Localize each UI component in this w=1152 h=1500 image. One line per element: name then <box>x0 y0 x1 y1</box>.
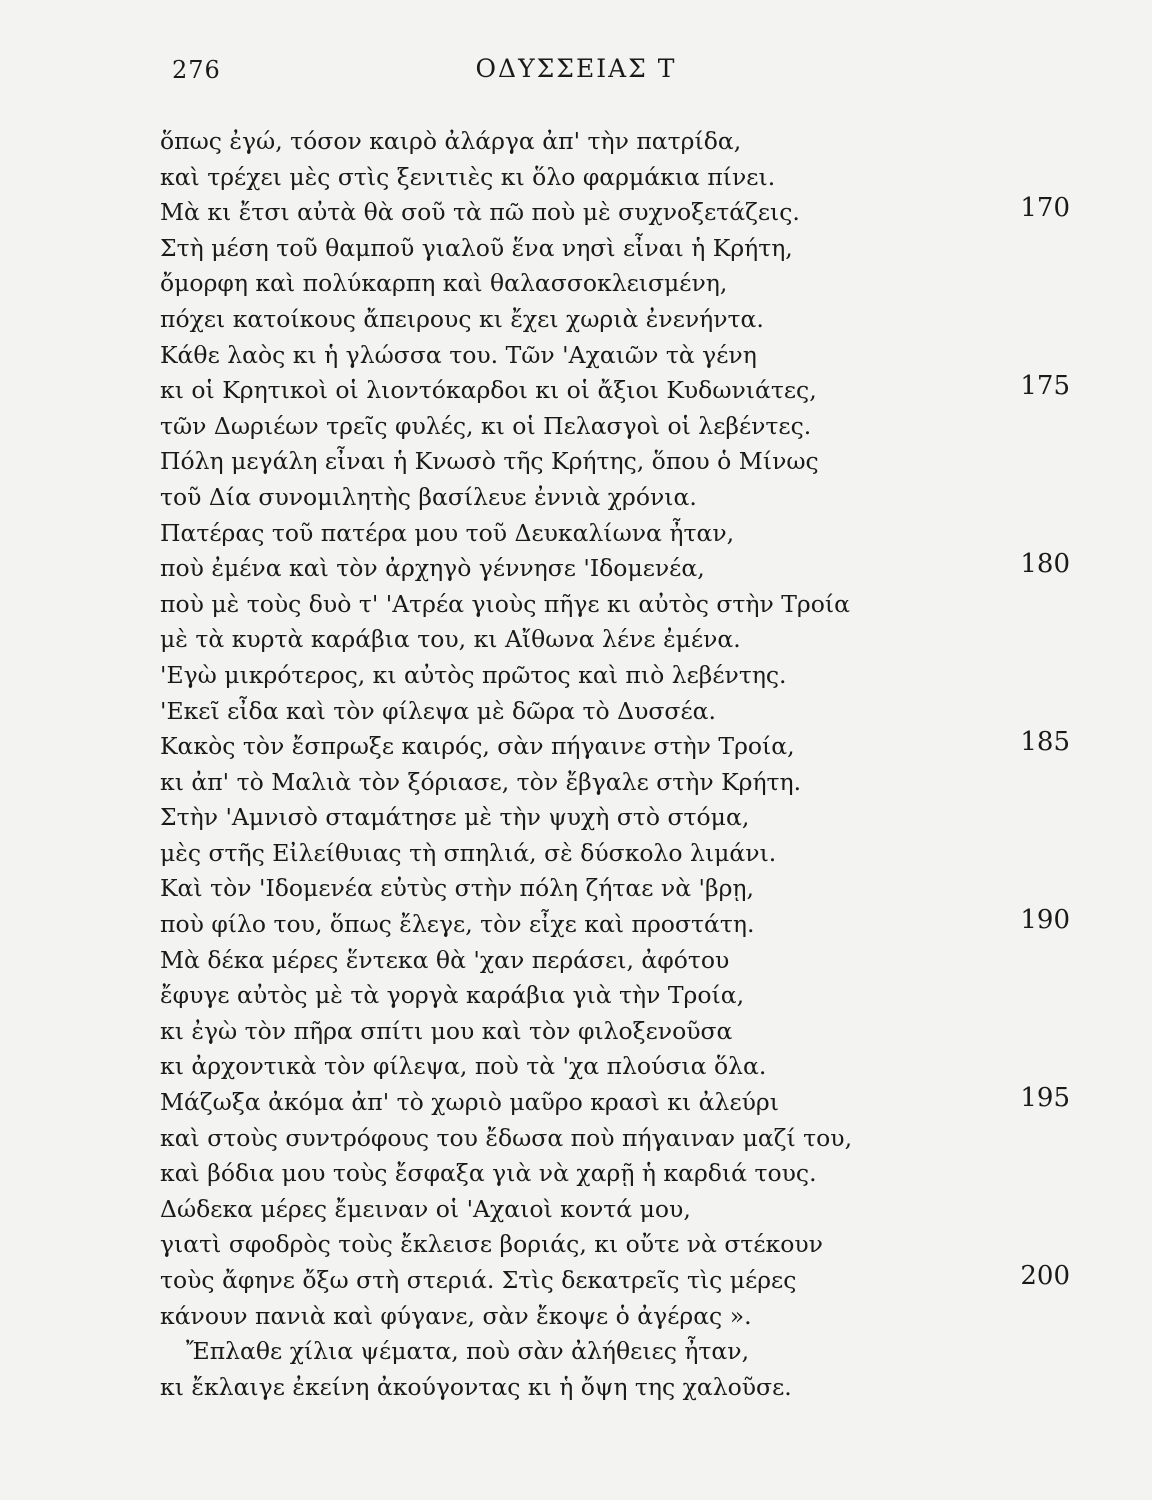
verse-text: Δώδεκα μέρες ἔμειναν οἱ 'Αχαιοὶ κοντά μου, <box>160 1194 691 1223</box>
verse-text: Κακὸς τὸν ἔσπρωξε καιρός, σὰν πήγαινε στὴν Τροία, <box>160 732 795 761</box>
verse-line <box>0 551 1152 587</box>
verse-line <box>0 480 1152 516</box>
verse-line <box>0 1085 1152 1121</box>
verse-line <box>0 978 1152 1014</box>
verse-text: Στὴν 'Αμνισὸ σταμάτησε μὲ τὴν ψυχὴ στὸ στόμα, <box>160 803 750 832</box>
verse-block <box>0 124 1152 1405</box>
verse-line <box>0 943 1152 979</box>
verse-text: γιατὶ σφοδρὸς τοὺς ἔκλεισε βοριάς, κι οὔτε νὰ στέκουν <box>160 1230 823 1259</box>
verse-text: ποὺ φίλο του, ὅπως ἔλεγε, τὸν εἶχε καὶ προστάτη. <box>160 910 755 939</box>
verse-line <box>0 124 1152 160</box>
verse-line <box>0 1049 1152 1085</box>
verse-text: καὶ βόδια μου τοὺς ἔσφαξα γιὰ νὰ χαρῇ ἡ καρδιά τους. <box>160 1159 817 1188</box>
verse-text: Μάζωξα ἀκόμα ἀπ' τὸ χωριὸ μαῦρο κρασὶ κι ἀλεύρι <box>160 1088 779 1117</box>
verse-line <box>0 694 1152 730</box>
verse-line <box>0 658 1152 694</box>
verse-line <box>0 1156 1152 1192</box>
verse-text: ὅπως ἐγώ, τόσον καιρὸ ἀλάργα ἀπ' τὴν πατρίδα, <box>160 127 742 155</box>
verse-line <box>0 516 1152 552</box>
verse-text: τοῦ Δία συνομιλητὴς βασίλευε ἐννιὰ χρόνια. <box>160 482 697 511</box>
verse-line <box>0 1227 1152 1263</box>
line-number: 190 <box>1020 905 1070 936</box>
verse-line <box>0 160 1152 196</box>
verse-text: μὲ τὰ κυρτὰ καράβια του, κι Αἴθωνα λένε ἐμένα. <box>160 625 741 654</box>
verse-text: Μὰ δέκα μέρες ἕντεκα θὰ 'χαν περάσει, ἀφότου <box>160 945 730 974</box>
line-number: 175 <box>1020 371 1070 402</box>
line-number: 170 <box>1020 193 1070 224</box>
verse-text: τοὺς ἄφηνε ὄξω στὴ στεριά. Στὶς δεκατρεῖς τὶς μέρες <box>160 1266 797 1294</box>
running-title: ΟΔΥΣΣΕΙΑΣ Τ <box>475 54 677 83</box>
verse-line <box>0 729 1152 765</box>
verse-text: Πόλη μεγάλη εἶναι ἡ Κνωσὸ τῆς Κρήτης, ὅπου ὁ Μίνως <box>160 447 819 476</box>
verse-line <box>0 444 1152 480</box>
line-number: 185 <box>1020 727 1070 758</box>
verse-line <box>0 765 1152 801</box>
verse-text: 'Εγὼ μικρότερος, κι αὐτὸς πρῶτος καὶ πιὸ λεβέντης. <box>160 660 787 689</box>
verse-text: κι οἱ Κρητικοὶ οἱ λιοντόκαρδοι κι οἱ ἄξιοι Κυδωνιάτες, <box>160 376 817 405</box>
verse-text: Καὶ τὸν 'Ιδομενέα εὐτὺς στὴν πόλη ζήταε νὰ 'βρῃ, <box>160 874 754 903</box>
verse-text: Μὰ κι ἔτσι αὐτὰ θὰ σοῦ τὰ πῶ ποὺ μὲ συχνοξετάζεις. <box>160 198 800 227</box>
page-number: 276 <box>172 56 221 84</box>
verse-text: καὶ τρέχει μὲς στὶς ξενιτιὲς κι ὅλο φαρμάκια πίνει. <box>160 162 776 191</box>
verse-text: Ἔπλαθε χίλια ψέματα, ποὺ σὰν ἀλήθειες ἦταν, <box>186 1337 750 1366</box>
verse-line <box>0 1299 1152 1335</box>
verse-line <box>0 622 1152 658</box>
verse-text: καὶ στοὺς συντρόφους του ἔδωσα ποὺ πήγαιναν μαζί του, <box>160 1123 853 1152</box>
verse-text: Στὴ μέση τοῦ θαμποῦ γιαλοῦ ἕνα νησὶ εἶναι ἡ Κρήτη, <box>160 233 793 262</box>
verse-line <box>0 1121 1152 1157</box>
verse-text: ποὺ μὲ τοὺς δυὸ τ' 'Ατρέα γιοὺς πῆγε κι αὐτὸς στὴν Τροία <box>160 589 850 618</box>
verse-line <box>0 1334 1152 1370</box>
line-number: 180 <box>1020 549 1070 580</box>
verse-line <box>0 836 1152 872</box>
verse-line <box>0 338 1152 374</box>
verse-text: Κάθε λαὸς κι ἡ γλώσσα του. Τῶν 'Αχαιῶν τὰ γένη <box>160 340 757 369</box>
verse-line <box>0 1192 1152 1228</box>
verse-text: μὲς στῆς Εἰλείθυιας τὴ σπηλιά, σὲ δύσκολο λιμάνι. <box>160 838 777 867</box>
verse-text: κι ἐγὼ τὸν πῆρα σπίτι μου καὶ τὸν φιλοξενοῦσα <box>160 1016 733 1045</box>
verse-text: κι ἀρχοντικὰ τὸν φίλεψα, ποὺ τὰ 'χα πλούσια ὅλα. <box>160 1052 767 1081</box>
verse-text: κάνουν πανιὰ καὶ φύγανε, σὰν ἔκοψε ὁ ἀγέρας ». <box>160 1301 752 1330</box>
verse-text: πόχει κατοίκους ἄπειρους κι ἔχει χωριὰ ἐνενήντα. <box>160 304 764 333</box>
line-number: 200 <box>1020 1261 1070 1291</box>
verse-line <box>0 1263 1152 1299</box>
verse-text: 'Εκεῖ εἶδα καὶ τὸν φίλεψα μὲ δῶρα τὸ Δυσσέα. <box>160 696 716 725</box>
verse-line <box>0 587 1152 623</box>
verse-line <box>0 800 1152 836</box>
verse-line <box>0 1014 1152 1050</box>
verse-line <box>0 871 1152 907</box>
verse-text: ποὺ ἐμένα καὶ τὸν ἀρχηγὸ γέννησε 'Ιδομενέα, <box>160 554 705 583</box>
line-number: 195 <box>1020 1083 1070 1114</box>
verse-line <box>0 373 1152 409</box>
verse-text: κι ἔκλαιγε ἐκείνη ἀκούγοντας κι ἡ ὄψη της χαλοῦσε. <box>160 1372 792 1401</box>
verse-text: ἔφυγε αὐτὸς μὲ τὰ γοργὰ καράβια γιὰ τὴν Τροία, <box>160 981 745 1010</box>
verse-line <box>0 266 1152 302</box>
verse-line <box>0 302 1152 338</box>
verse-line <box>0 409 1152 445</box>
verse-text: ὄμορφη καὶ πολύκαρπη καὶ θαλασσοκλεισμένη, <box>160 269 728 298</box>
verse-line <box>0 907 1152 943</box>
verse-line <box>0 231 1152 267</box>
verse-text: τῶν Δωριέων τρεῖς φυλές, κι οἱ Πελασγοὶ οἱ λεβέντες. <box>160 411 812 440</box>
verse-line <box>0 1370 1152 1406</box>
verse-text: κι ἀπ' τὸ Μαλιὰ τὸν ξόριασε, τὸν ἔβγαλε στὴν Κρήτη. <box>160 767 802 796</box>
verse-line <box>0 195 1152 231</box>
verse-text: Πατέρας τοῦ πατέρα μου τοῦ Δευκαλίωνα ἦταν, <box>160 518 735 547</box>
